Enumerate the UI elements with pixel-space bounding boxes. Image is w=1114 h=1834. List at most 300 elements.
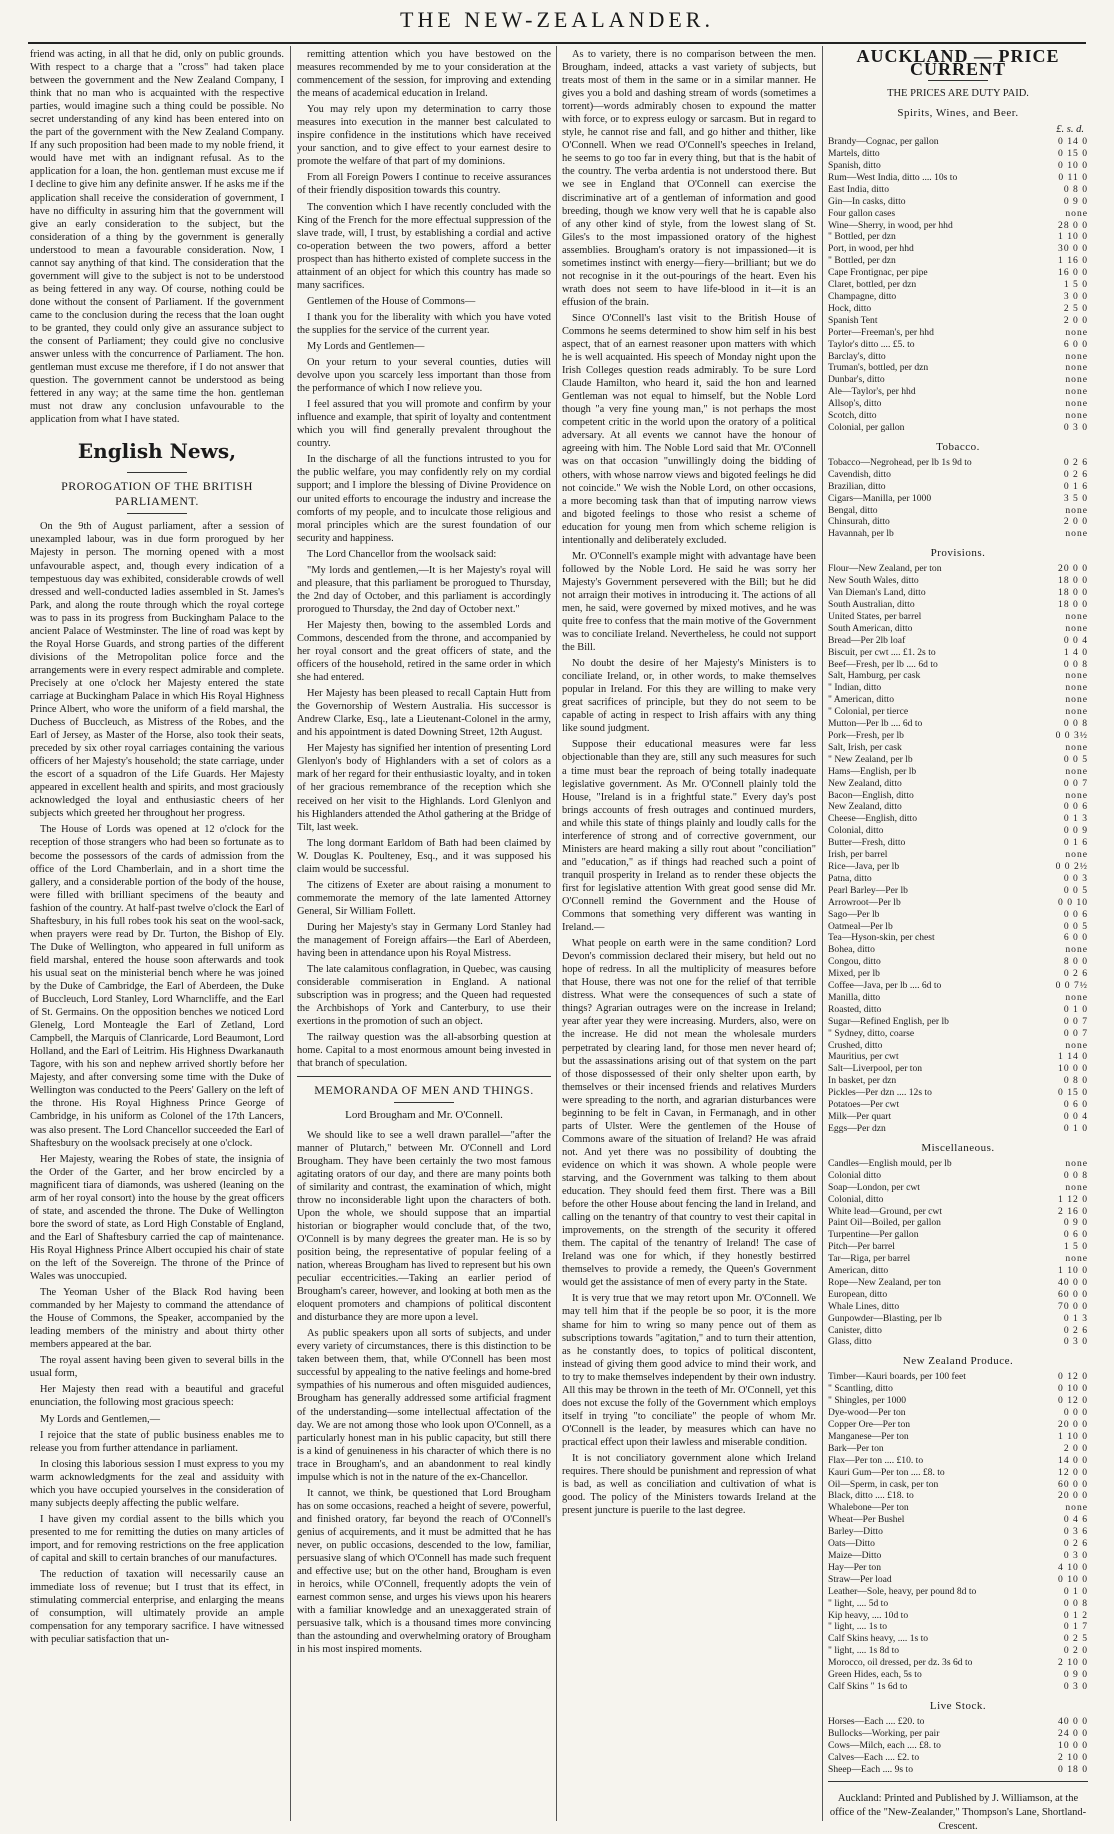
price-row	[828, 1514, 1088, 1526]
price-value: 1 10 0	[1058, 1265, 1088, 1277]
price-value: 6 0 0	[1063, 932, 1088, 944]
price-value: none	[1065, 504, 1088, 516]
price-value: 12 0 0	[1058, 1466, 1088, 1478]
price-row	[828, 1371, 1088, 1383]
price-row	[828, 1419, 1088, 1431]
price-row	[828, 754, 1088, 766]
price-value: 0 0 5	[1063, 884, 1088, 896]
price-value: none	[1065, 622, 1088, 634]
price-value: 0 0 7	[1063, 777, 1088, 789]
price-row	[828, 1158, 1088, 1170]
price-item-label: Brandy—Cognac, per gallon	[828, 136, 939, 148]
price-row	[828, 694, 1088, 706]
price-value: none	[1065, 374, 1088, 386]
price-value: none	[1065, 1502, 1088, 1514]
price-item-label: Crushed, ditto	[828, 1039, 883, 1051]
price-row	[828, 623, 1088, 635]
column-divider	[822, 46, 823, 1821]
price-item-label: Morocco, oil dressed, per dz. 3s 6d to	[828, 1657, 973, 1669]
price-value: 0 6 0	[1063, 1229, 1088, 1241]
price-current-subtitle: THE PRICES ARE DUTY PAID.	[887, 88, 1029, 100]
price-row	[828, 1657, 1088, 1669]
price-item-label: Calves—Each .... £2. to	[828, 1751, 920, 1763]
price-row	[828, 1395, 1088, 1407]
price-item-label: Allsop's, ditto	[828, 398, 882, 410]
price-value: none	[1065, 741, 1088, 753]
article-paragraph: My Lords and Gentlemen,—	[40, 1413, 161, 1425]
price-item-label: Arrowroot—Per lb	[828, 896, 901, 908]
price-row	[828, 267, 1088, 279]
price-row	[828, 670, 1088, 682]
price-value: 1 10 0	[1058, 231, 1088, 243]
price-value: none	[1065, 789, 1088, 801]
price-category-heading: Tobacco.	[936, 440, 980, 453]
price-row	[828, 184, 1088, 196]
price-value: none	[1065, 991, 1088, 1003]
price-value: 2 10 0	[1058, 1751, 1088, 1763]
article-paragraph: We should like to see a well drawn parallel—"after the manner of Plutarch," between Mr. O'Connell and Lord Brougham. They have been certainly the two most famous agitating orators of our day, and there are many points both of similarity and contrast, the examination of which, might throw no inconsiderable light upon the characters of both. Upon the whole, we should suppose that an impartial historian or biographer would conclude that, of the two, O'Connell is by many degrees the greater man. He is so by position being, the representative of popular feeling of a nation, whereas Brougham has lived to represent but his own peculiar eccentricities.—Taking an earlier period of Brougham's career, however, and looking at both men as the eloquent promoters and champions of political discontent and disturbance they are more upon a level.	[297, 1129, 551, 1324]
column-1	[30, 48, 284, 1818]
price-value: none	[1065, 410, 1088, 422]
price-table	[828, 457, 1088, 540]
price-item-label: Tobacco—Negrohead, per lb 1s 9d to	[828, 456, 972, 468]
price-row	[828, 944, 1088, 956]
article-paragraph: The citizens of Exeter are about raising a monument to commemorate the memory of the late lamented Attorney General, Sir William Follett.	[297, 879, 551, 917]
price-row	[828, 921, 1088, 933]
price-row	[828, 1313, 1088, 1325]
price-item-label: Soap—London, per cwt	[828, 1181, 920, 1193]
article-paragraph: As public speakers upon all sorts of subjects, and under every variety of circumstances, there is this distinction to be taken between them, that, while O'Connell has been most successful by appealing to the native feelings and home-bred sympathies of his numerous and often misguided audiences, Brougham has generally addressed some artificial fragment of the understanding—some intellectual affectation of the day. We are not among those who look upon O'Connell, as a particularly honest man in his public capacity, but still there is a kind of genuineness in his character of which there is no trace in Brougham's, and an abandonment to real kindly impulse which is not in the nature of the ex-Chancellor.	[297, 1328, 551, 1483]
memoranda-subtitle: Lord Brougham and Mr. O'Connell.	[345, 1109, 503, 1122]
price-item-label: Dunbar's, ditto	[828, 374, 885, 386]
price-value: 10 0 0	[1058, 1739, 1088, 1751]
price-value: 0 2 6	[1063, 1324, 1088, 1336]
article-paragraph: I have given my cordial assent to the bills which you presented to me for remitting the duties on many articles of import, and for removing restrictions on the free application of capital and skill to certain branches of our manufactures.	[30, 1513, 284, 1564]
price-row	[828, 1526, 1088, 1538]
column-2	[297, 48, 551, 1818]
price-value: 0 2 6	[1063, 468, 1088, 480]
price-item-label: Butter—Fresh, ditto	[828, 837, 906, 849]
price-item-label: South American, ditto	[828, 622, 913, 634]
price-value: 0 1 6	[1063, 480, 1088, 492]
price-item-label: Bullocks—Working, per pair	[828, 1727, 940, 1739]
price-value: 0 0 7	[1063, 1015, 1088, 1027]
price-row	[828, 563, 1088, 575]
price-value: 0 3 6	[1063, 1526, 1088, 1538]
price-item-label: Oatmeal—Per lb	[828, 920, 893, 932]
price-item-label: Van Dieman's Land, ditto	[828, 587, 926, 599]
price-item-label: Whalebone—Per ton	[828, 1502, 909, 1514]
price-value: 0 0 6	[1063, 801, 1088, 813]
price-value: 0 0 9	[1063, 825, 1088, 837]
price-item-label: Pitch—Per barrel	[828, 1241, 895, 1253]
price-value: none	[1065, 207, 1088, 219]
price-item-label: Green Hides, each, 5s to	[828, 1669, 922, 1681]
price-row	[828, 742, 1088, 754]
price-row	[828, 1621, 1088, 1633]
price-row	[828, 861, 1088, 873]
price-row	[828, 932, 1088, 944]
price-value: 0 3 0	[1063, 1550, 1088, 1562]
price-item-label: Manganese—Per ton	[828, 1430, 909, 1442]
price-category-heading: Miscellaneous.	[921, 1141, 995, 1154]
price-item-label: Salt, Irish, per cask	[828, 741, 902, 753]
price-value: 40 0 0	[1058, 1715, 1088, 1727]
price-value: 0 9 0	[1063, 1217, 1088, 1229]
price-item-label: Colonial, ditto	[828, 825, 884, 837]
price-item-label: Timber—Kauri boards, per 100 feet	[828, 1371, 966, 1383]
price-row	[828, 315, 1088, 327]
price-value: 0 0 3	[1063, 872, 1088, 884]
price-item-label: Dye-wood—Per ton	[828, 1407, 906, 1419]
price-row	[828, 1111, 1088, 1123]
price-value: none	[1065, 398, 1088, 410]
price-row	[828, 481, 1088, 493]
price-value: 0 0 8	[1063, 658, 1088, 670]
price-value: 0 2 5	[1063, 1633, 1088, 1645]
price-row	[828, 457, 1088, 469]
article-paragraph: Her Majesty then read with a beautiful and graceful enunciation, the following most gracious speech:	[30, 1384, 284, 1409]
price-item-label: Potatoes—Per cwt	[828, 1099, 900, 1111]
price-item-label: Bengal, ditto	[828, 504, 878, 516]
price-value: 2 10 0	[1058, 1657, 1088, 1669]
price-item-label: Mixed, per lb	[828, 968, 880, 980]
price-item-label: New South Wales, ditto	[828, 575, 919, 587]
article-paragraph: I feel assured that you will promote and confirm by your influence and example, that spirit of loyalty and contentment which you will find generally prevalent throughout the country.	[297, 399, 551, 450]
price-item-label: Glass, ditto	[828, 1336, 872, 1348]
article-paragraph: In closing this laborious session I must express to you my warm acknowledgments for the zeal and assiduity with which you have occupied yourselves in the consideration of many subjects deeply affecting the public welfare.	[30, 1458, 284, 1509]
price-item-label: Coffee—Java, per lb .... 6d to	[828, 980, 942, 992]
article-paragraph: From all Foreign Powers I continue to receive assurances of their friendly disposition towards this country.	[297, 172, 551, 197]
currency-header: £. s. d.	[1056, 124, 1084, 136]
price-value: 70 0 0	[1058, 1300, 1088, 1312]
price-row	[828, 1740, 1088, 1752]
price-item-label: European, ditto	[828, 1288, 888, 1300]
price-row	[828, 196, 1088, 208]
price-row	[828, 1206, 1088, 1218]
price-value: 24 0 0	[1058, 1727, 1088, 1739]
price-row	[828, 1194, 1088, 1206]
price-row	[828, 587, 1088, 599]
price-value: 20 0 0	[1058, 1490, 1088, 1502]
price-value: 0 0 4	[1063, 1111, 1088, 1123]
article-paragraph: It is not conciliatory government alone which Ireland requires. There should be punishment and repression of what is bad, as well as conciliation and cultivation of what is good. The policy of the Ministers towards Ireland at the present juncture is puerile to the last degree.	[562, 1452, 816, 1517]
price-value: 0 6 0	[1063, 1099, 1088, 1111]
price-row	[828, 730, 1088, 742]
price-value: none	[1065, 386, 1088, 398]
price-item-label: Roasted, ditto	[828, 1003, 882, 1015]
article-paragraph: Her Majesty, wearing the Robes of state, the insignia of the Order of the Garter, and her brow encircled by a magnificent tiara of diamonds, was ushered (leaning on the arm of her royal consort) into the house by the great officers of state, and ascended the throne. The Duke of Wellington bore the sword of state, as Lord High Constable of England, and the Earl of Shaftesbury carried the cap of maintenance. His Royal Highness Prince Albert occupied his chair of state on the left of the Sovereign. The throne of the Prince of Wales was unoccupied.	[30, 1153, 284, 1283]
price-row	[828, 208, 1088, 220]
price-value: 0 1 6	[1063, 837, 1088, 849]
article-paragraph: The convention which I have recently concluded with the King of the French for the more effectual suppression of the slave trade, will, I trust, by establishing a cordial and active co-operation between the two powers, afford a better prospect than has hitherto existed of complete success in the attainment of an object for which this country has made so many sacrifices.	[297, 201, 551, 291]
price-item-label: Colonial, per gallon	[828, 421, 905, 433]
price-row	[828, 1681, 1088, 1693]
price-item-label: Cows—Milch, each .... £8. to	[828, 1739, 941, 1751]
price-item-label: Oats—Ditto	[828, 1538, 875, 1550]
memoranda-title: MEMORANDA OF MEN AND THINGS.	[314, 1083, 534, 1098]
price-row	[828, 1028, 1088, 1040]
article-paragraph: Suppose their educational measures were far less objectionable than they are, still any such measures for such a time must bear the reproach of being totally inadequate legislative government. As Mr. O'Connell plainly told the House, "Ireland is in a frightful state." Every day's post brings accounts of fresh outrages and continued murders, and while this state of things plainly and loudly calls for the interference of strong and of corrective government, our Ministers are heard making a silly rout about "conciliation" and "education," as if things had reached such a point of tranquil prosperity in Ireland as to render these objects the first for legislative attention With great good sense did Mr. O'Connell remind the Government and the House of Commons that something very different was wanting in Ireland.—	[562, 739, 816, 934]
price-value: 1 16 0	[1058, 255, 1088, 267]
price-value: none	[1065, 670, 1088, 682]
price-item-label: Black, ditto .... £18. to	[828, 1490, 914, 1502]
price-row	[828, 136, 1088, 148]
price-table	[828, 563, 1088, 1135]
price-row	[828, 1455, 1088, 1467]
article-paragraph: Mr. O'Connell's example might with advantage have been followed by the Noble Lord. He said he was sorry her Majesty's Government persevered with the Bill; but he did not arraign their motives in introducing it. The actions of all men, he said, were governed by mixed motives, and he was quite free to confess that the main motive of the Government was to conciliate Ireland. Nevertheless, he could not support the Bill.	[562, 550, 816, 654]
article-paragraph: The long dormant Earldom of Bath had been claimed by W. Douglas K. Poulteney, Esq., and it was supposed his claim would be successful.	[297, 837, 551, 875]
price-item-label: Colonial, ditto	[828, 1193, 884, 1205]
price-value: none	[1065, 765, 1088, 777]
price-row	[828, 873, 1088, 885]
price-row	[828, 255, 1088, 267]
price-row	[828, 1229, 1088, 1241]
price-current-title: AUCKLAND — PRICE CURRENT	[856, 46, 1060, 80]
price-value: 1 5 0	[1063, 1241, 1088, 1253]
price-value: 0 0 2½	[1055, 860, 1088, 872]
price-item-label: Cigars—Manilla, per 1000	[828, 492, 932, 504]
price-value: 0 2 6	[1063, 456, 1088, 468]
article-paragraph: Her Majesty then, bowing to the assembled Lords and Commons, descended from the throne, and accompanied by her royal consort and the great officers of state, and the officers of the household, retired in the same order in which she had entered.	[297, 619, 551, 684]
price-value: 60 0 0	[1058, 1478, 1088, 1490]
price-item-label: Straw—Per load	[828, 1573, 892, 1585]
price-item-label: " Bottled, per dzn	[828, 231, 896, 243]
price-value: 0 1 3	[1063, 1312, 1088, 1324]
price-item-label: " light, .... 5d to	[828, 1597, 889, 1609]
price-item-label: Congou, ditto	[828, 956, 881, 968]
price-row	[828, 1099, 1088, 1111]
article-paragraph: The Yeoman Usher of the Black Rod having been commanded by her Majesty to command the attendance of the House of Commons, the Speaker, accompanied by the leading members of the ministry and about thirty other members appeared at the bar.	[30, 1287, 284, 1351]
price-item-label: Rice—Java, per lb	[828, 860, 900, 872]
price-value: 18 0 0	[1058, 599, 1088, 611]
price-value: none	[1065, 682, 1088, 694]
price-row	[828, 1063, 1088, 1075]
price-item-label: Wheat—Per Bushel	[828, 1514, 905, 1526]
price-row	[828, 1716, 1088, 1728]
price-row	[828, 599, 1088, 611]
price-value: 1 12 0	[1058, 1193, 1088, 1205]
price-item-label: Martels, ditto	[828, 148, 880, 160]
price-item-label: Bread—Per 2lb loaf	[828, 634, 906, 646]
price-item-label: Champagne, ditto	[828, 291, 897, 303]
price-item-label: " Indian, ditto	[828, 682, 882, 694]
price-item-label: Spanish Tent	[828, 314, 878, 326]
price-value: 0 10 0	[1058, 1573, 1088, 1585]
price-item-label: Barley—Ditto	[828, 1526, 883, 1538]
price-row	[828, 682, 1088, 694]
price-item-label: Taylor's ditto .... £5. to	[828, 338, 915, 350]
price-item-label: Spanish, ditto	[828, 160, 881, 172]
price-row	[828, 362, 1088, 374]
price-item-label: Flour—New Zealand, per ton	[828, 563, 942, 575]
price-row	[828, 374, 1088, 386]
price-value: 1 14 0	[1058, 1051, 1088, 1063]
price-value: 0 0 7	[1063, 1027, 1088, 1039]
price-item-label: Sugar—Refined English, per lb	[828, 1015, 949, 1027]
price-item-label: Copper Ore—Per ton	[828, 1419, 911, 1431]
price-row	[828, 1645, 1088, 1657]
price-value: 0 1 3	[1063, 813, 1088, 825]
article-paragraph: My Lords and Gentlemen—	[307, 340, 425, 352]
price-row	[828, 327, 1088, 339]
price-item-label: Turpentine—Per gallon	[828, 1229, 919, 1241]
price-row	[828, 1633, 1088, 1645]
price-row	[828, 1467, 1088, 1479]
price-row	[828, 801, 1088, 813]
price-row	[828, 1752, 1088, 1764]
price-item-label: Tea—Hyson-skin, per chest	[828, 932, 935, 944]
price-item-label: Milk—Per quart	[828, 1111, 892, 1123]
price-value: none	[1065, 706, 1088, 718]
price-value: none	[1065, 944, 1088, 956]
price-value: 0 9 0	[1063, 195, 1088, 207]
price-row	[828, 1479, 1088, 1491]
price-row	[828, 635, 1088, 647]
price-value: 0 0 3½	[1055, 730, 1088, 742]
price-value: 40 0 0	[1058, 1276, 1088, 1288]
price-row	[828, 790, 1088, 802]
price-item-label: Truman's, bottled, per dzn	[828, 362, 929, 374]
price-row	[828, 398, 1088, 410]
price-value: none	[1065, 350, 1088, 362]
price-row	[828, 1217, 1088, 1229]
price-row	[828, 1336, 1088, 1348]
price-row	[828, 1123, 1088, 1135]
price-value: none	[1065, 1039, 1088, 1051]
masthead-rule	[28, 42, 1086, 44]
price-row	[828, 1610, 1088, 1622]
price-row	[828, 1170, 1088, 1182]
price-value: 0 1 0	[1063, 1585, 1088, 1597]
price-row	[828, 291, 1088, 303]
divider	[297, 1076, 551, 1077]
price-table	[828, 1371, 1088, 1692]
price-value: 0 4 6	[1063, 1514, 1088, 1526]
price-value: 0 0 8	[1063, 1597, 1088, 1609]
article-paragraph: remitting attention which you have bestowed on the measures recommended by me to your consideration at the commencement of the session, for improving and extending the means of academical education in Ireland.	[297, 49, 551, 100]
price-value: 0 0 8	[1063, 1169, 1088, 1181]
price-item-label: Sheep—Each .... 9s to	[828, 1763, 913, 1775]
price-item-label: New Zealand, ditto	[828, 777, 902, 789]
price-row	[828, 1574, 1088, 1586]
price-item-label: United States, per barrel	[828, 610, 922, 622]
price-item-label: Salt—Liverpool, per ton	[828, 1063, 923, 1075]
price-item-label: Scotch, ditto	[828, 410, 877, 422]
price-current-column	[828, 46, 1088, 1833]
price-item-label: Calf Skins " 1s 6d to	[828, 1680, 908, 1692]
price-row	[828, 1253, 1088, 1265]
price-value: 0 0 8	[1063, 718, 1088, 730]
price-row	[828, 849, 1088, 861]
divider	[127, 472, 187, 473]
price-item-label: Eggs—Per dzn	[828, 1122, 886, 1134]
price-row	[828, 1586, 1088, 1598]
article-paragraph: You may rely upon my determination to carry those measures into execution in the manner best calculated to inspire confidence in the institutions which have received your sanction, and to give effect to your earnest desire to promote the welfare of that part of my dominions.	[297, 104, 551, 168]
divider	[828, 1781, 1088, 1782]
price-row	[828, 885, 1088, 897]
price-value: none	[1065, 326, 1088, 338]
price-value: 0 3 0	[1063, 421, 1088, 433]
price-value: none	[1065, 362, 1088, 374]
article-paragraph: "My lords and gentlemen,—It is her Majesty's royal will and pleasure, that this parliament be prorogued to Thursday, the 2nd day of October, and this parliament is accordingly prorogued to Thursday, the 2nd day of October next."	[297, 564, 551, 615]
price-item-label: Four gallon cases	[828, 207, 896, 219]
price-row	[828, 956, 1088, 968]
price-row	[828, 1004, 1088, 1016]
price-row	[828, 1040, 1088, 1052]
price-item-label: Salt, Hamburg, per cask	[828, 670, 921, 682]
price-value: none	[1065, 528, 1088, 540]
price-value: none	[1065, 1253, 1088, 1265]
price-value: 14 0 0	[1058, 1454, 1088, 1466]
price-row	[828, 516, 1088, 528]
price-item-label: Beef—Fresh, per lb .... 6d to	[828, 658, 938, 670]
price-value: 0 11 0	[1058, 171, 1088, 183]
article-paragraph: I rejoice that the state of public business enables me to release you from further attendance in parliament.	[30, 1429, 284, 1454]
price-row	[828, 505, 1088, 517]
price-row	[828, 1562, 1088, 1574]
price-value: 0 1 0	[1063, 1122, 1088, 1134]
price-row	[828, 813, 1088, 825]
price-item-label: Rope—New Zealand, per ton	[828, 1276, 941, 1288]
price-row	[828, 659, 1088, 671]
price-row	[828, 231, 1088, 243]
price-value: 8 0 0	[1063, 956, 1088, 968]
price-value: 0 1 7	[1063, 1621, 1088, 1633]
price-value: 0 15 0	[1058, 1087, 1088, 1099]
price-item-label: Barclay's, ditto	[828, 350, 886, 362]
price-value: 4 10 0	[1058, 1561, 1088, 1573]
price-item-label: Sago—Per lb	[828, 908, 880, 920]
price-row	[828, 766, 1088, 778]
price-value: 0 0 10	[1058, 896, 1088, 908]
price-item-label: Irish, per barrel	[828, 849, 888, 861]
price-row	[828, 1016, 1088, 1028]
price-item-label: " New Zealand, per lb	[828, 753, 913, 765]
price-row	[828, 243, 1088, 255]
price-item-label: " American, ditto	[828, 694, 894, 706]
price-row	[828, 718, 1088, 730]
price-category-heading: Spirits, Wines, and Beer.	[897, 107, 1019, 120]
price-value: 0 2 6	[1063, 968, 1088, 980]
price-row	[828, 528, 1088, 540]
price-item-label: Tar—Riga, per barrel	[828, 1253, 911, 1265]
article-paragraph: As to variety, there is no comparison between the men. Brougham, indeed, attacks a vast variety of subjects, but treats most of them in the same or in a similar manner. He gives you a bold and dashing stream of words (sometimes a torrent)—words admirably chosen to expound the matter with force, or to express eulogy or sarcasm. But in regard to style, he cannot rise and fall, and go hither and thither, like O'Connell. When we read O'Connell's speeches in Ireland, he seems to go too far in every thing, but that is the habit of the country. The verba ardentia is not understood there. But we see in England that O'Connell can exercise the discriminative art of a gentleman of information and good breeding, though we know very well that he is capable also of any other kind of style, from the lowest slang of St. Giles's to the most impassioned oratory of the highest assemblies. Brougham's oratory is not impassioned—it is sometimes instinct with energy—fiery—brilliant; but we do not recognise in it the out-pourings of the heart. Even his wrath does not seem to have life-blood in it—it is an effusion of the brain.	[562, 49, 816, 308]
price-value: 0 15 0	[1058, 148, 1088, 160]
price-value: 0 0 4	[1063, 634, 1088, 646]
price-item-label: Cavendish, ditto	[828, 468, 891, 480]
price-row	[828, 220, 1088, 232]
article-paragraph: No doubt the desire of her Majesty's Ministers is to conciliate Ireland, or, in other words, to make themselves popular in Ireland. For this they are willing to make very great sacrifices of principle, but they do not seem to be capable of acting in respect to Irish affairs with any thing like sound judgment.	[562, 658, 816, 735]
price-row	[828, 706, 1088, 718]
price-value: none	[1065, 610, 1088, 622]
price-item-label: Paint Oil—Boiled, per gallon	[828, 1217, 941, 1229]
price-value: 2 0 0	[1063, 314, 1088, 326]
price-row	[828, 1538, 1088, 1550]
article-paragraph: In the discharge of all the functions intrusted to you for the public welfare, you may confidently rely on my cordial support; and I implore the blessing of Divine Providence on our united efforts to encourage the industry and increase the comforts of my people, and to inculcate those religious and moral principles which are the surest foundation of our security and happiness.	[297, 454, 551, 544]
article-paragraph: Her Majesty has signified her intention of presenting Lord Glenlyon's body of Highlanders with a set of colors as a mark of her regard for their enthusiastic loyalty, and in token of her gracious remembrance of the reception which she received on her visit to the Highlands. Lord Glenlyon and his Highlanders attended the Athol gathering at the Bridge of Tilt, last week.	[297, 743, 551, 833]
price-value: none	[1065, 849, 1088, 861]
price-value: none	[1065, 694, 1088, 706]
price-item-label: New Zealand, ditto	[828, 801, 902, 813]
price-row	[828, 897, 1088, 909]
price-value: 18 0 0	[1058, 587, 1088, 599]
price-row	[828, 909, 1088, 921]
price-row	[828, 339, 1088, 351]
article-paragraph: Her Majesty has been pleased to recall Captain Hutt from the Governorship of Western Australia. His successor is Andrew Clarke, Esq., late a Lieutenant-Colonel in the army, and his appointment is dated Downing Street, 12th August.	[297, 688, 551, 739]
price-item-label: Port, in wood, per hhd	[828, 243, 914, 255]
price-row	[828, 1241, 1088, 1253]
